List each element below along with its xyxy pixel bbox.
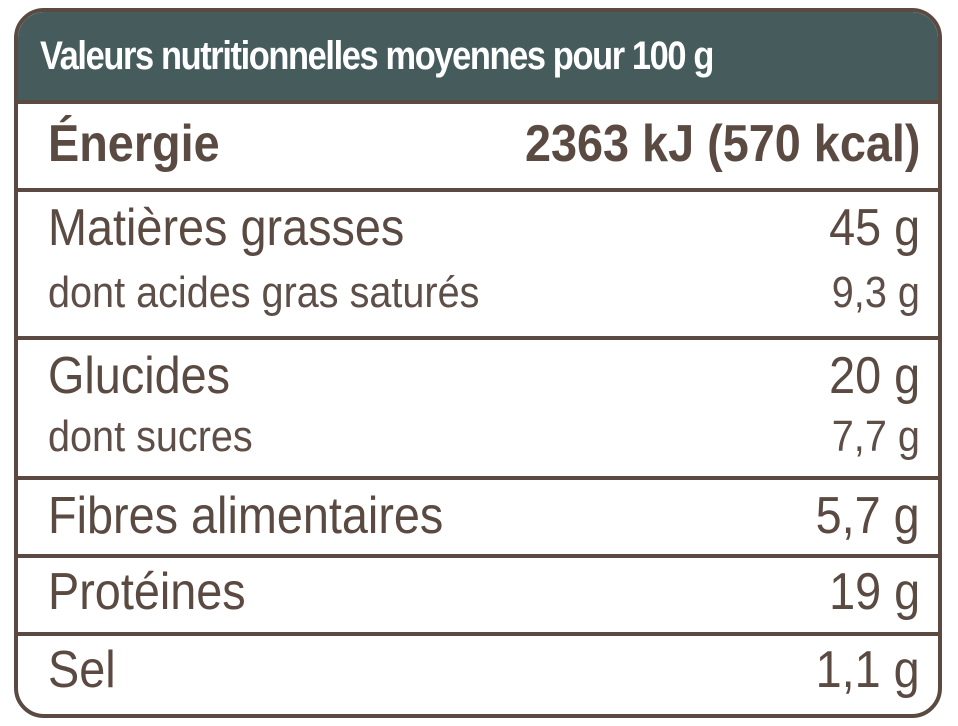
protein-label: Protéines [48,563,246,621]
salt-value: 1,1 g [815,641,920,699]
salt-row [48,640,920,700]
carbohydrates-label: Glucides [48,347,231,405]
salt-section [18,636,938,716]
carbohydrates-value: 20 g [828,347,920,405]
fat-label: Matières grasses [48,199,405,257]
protein-row [48,562,920,622]
energy-row [48,114,920,174]
table-header [18,12,938,104]
protein-section [18,558,938,636]
fat-row [48,198,920,258]
fibre-section [18,480,938,558]
energy-section [18,104,938,192]
carbohydrates-row [48,346,920,406]
salt-label: Sel [48,641,116,699]
saturated-fat-value: 9,3 g [831,268,920,317]
protein-value: 19 g [828,563,920,621]
saturated-fat-label: dont acides gras saturés [48,268,480,317]
fat-section [18,192,938,340]
sugars-label: dont sucres [48,412,253,461]
fat-value: 45 g [828,199,920,257]
carbohydrates-section [18,340,938,480]
table-title: Valeurs nutritionnelles moyennes pour 100 g [40,33,714,78]
fibre-row [48,486,920,546]
energy-value: 2363 kJ (570 kcal) [524,115,920,173]
energy-label: Énergie [48,115,220,173]
sugars-row [48,412,920,462]
fibre-value: 5,7 g [815,487,920,545]
nutrition-facts-table [14,8,942,718]
sugars-value: 7,7 g [831,412,920,461]
saturated-fat-row [48,268,920,318]
fibre-label: Fibres alimentaires [48,487,444,545]
